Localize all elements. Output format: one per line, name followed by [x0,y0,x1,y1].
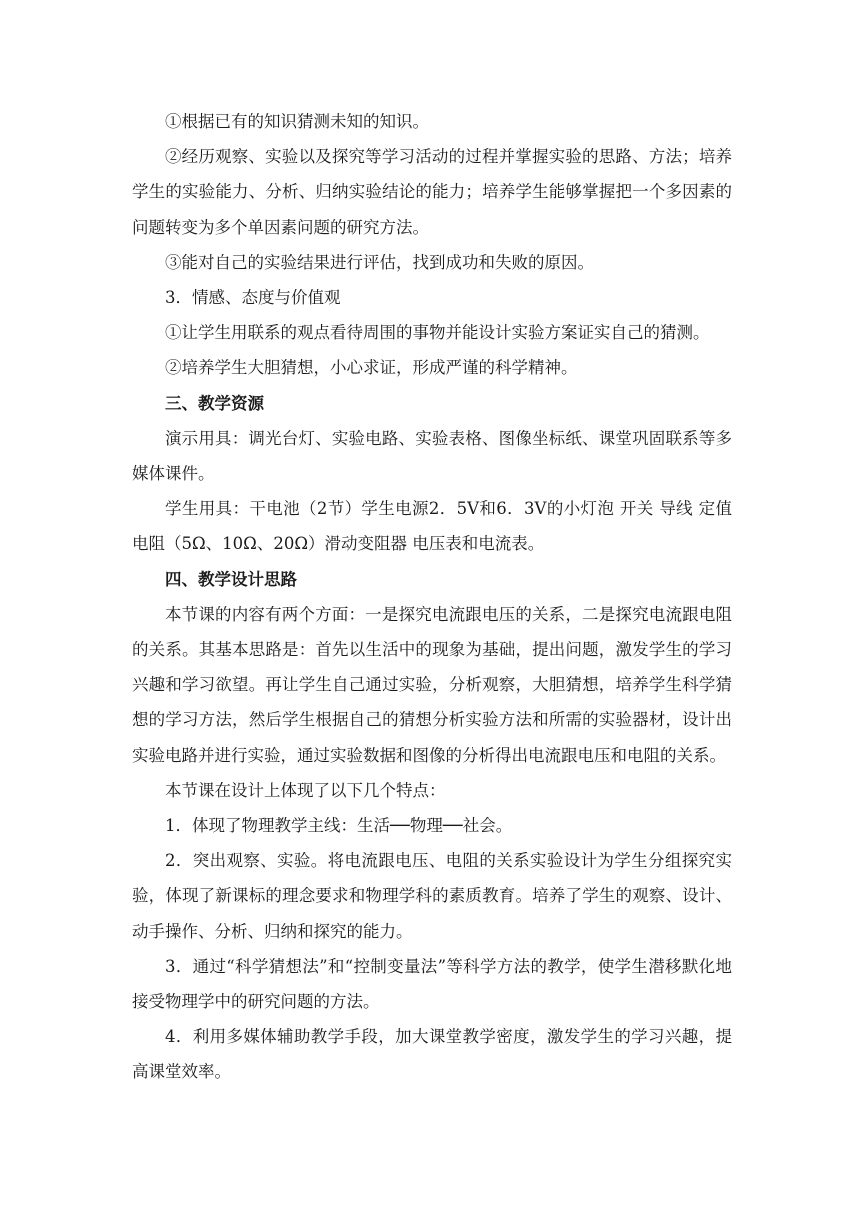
paragraph-design-overview: 本节课的内容有两个方面：一是探究电流跟电压的关系，二是探究电流跟电阻的关系。其基本思路是：首先以生活中的现象为基础，提出问题，激发学生的学习兴趣和学习欲望。再让学生自己通过实验，分析观察，大胆猜想，培养学生科学猜想的学习方法，然后学生根据自己的猜想分析实验方法和所需的实验器材，设计出实验电路并进行实验，通过实验数据和图像的分析得出电流跟电压和电阻的关系。 [132,604,732,765]
list-item-feature-2: 2．突出观察、实验。将电流跟电压、电阻的关系实验设计为学生分组探究实验，体现了新课标的理念要求和物理学科的素质教育。培养了学生的观察、设计、动手操作、分析、归纳和探究的能力。 [132,851,732,941]
paragraph-objective-guess: ①根据已有的知识猜测未知的知识。 [165,112,429,131]
list-item-feature-4: 4．利用多媒体辅助教学手段，加大课堂教学密度，激发学生的学习兴趣，提高课堂效率。 [132,1027,732,1082]
paragraph-objective-evaluate: ③能对自己的实验结果进行评估，找到成功和失败的原因。 [165,252,594,272]
list-item-feature-1: 1．体现了物理教学主线：生活──物理──社会。 [165,816,513,836]
document-body [132,104,732,1090]
paragraph-emotion-connection: ①让学生用联系的观点看待周围的事物并能设计实验方案证实自己的猜测。 [165,323,710,343]
subheading-emotion-attitude-values: 3．情感、态度与价值观 [165,288,341,308]
section-heading-design-ideas: 四、教学设计思路 [165,569,297,589]
paragraph-features-intro: 本节课在设计上体现了以下几个特点： [165,780,446,800]
paragraph-emotion-spirit: ②培养学生大胆猜想，小心求证，形成严谨的科学精神。 [165,358,578,378]
paragraph-demo-tools: 演示用具：调光台灯、实验电路、实验表格、图像坐标纸、课堂巩固联系等多媒体课件。 [132,428,732,484]
section-heading-teaching-resources: 三、教学资源 [165,393,264,413]
paragraph-objective-experience: ②经历观察、实验以及探究等学习活动的过程并掌握实验的思路、方法；培养学生的实验能力、分析、归纳实验结论的能力；培养学生能够掌握把一个多因素的问题转变为多个单因素问题的研究方法。 [132,147,732,237]
list-item-feature-3: 3．通过“科学猜想法”和“控制变量法”等科学方法的教学，使学生潜移默化地接受物理学中的研究问题的方法。 [132,956,732,1012]
paragraph-student-tools: 学生用具：干电池（2节）学生电源2．5V和6．3V的小灯泡 开关 导线 定值电阻（5Ω、10Ω、20Ω）滑动变阻器 电压表和电流表。 [132,499,732,554]
